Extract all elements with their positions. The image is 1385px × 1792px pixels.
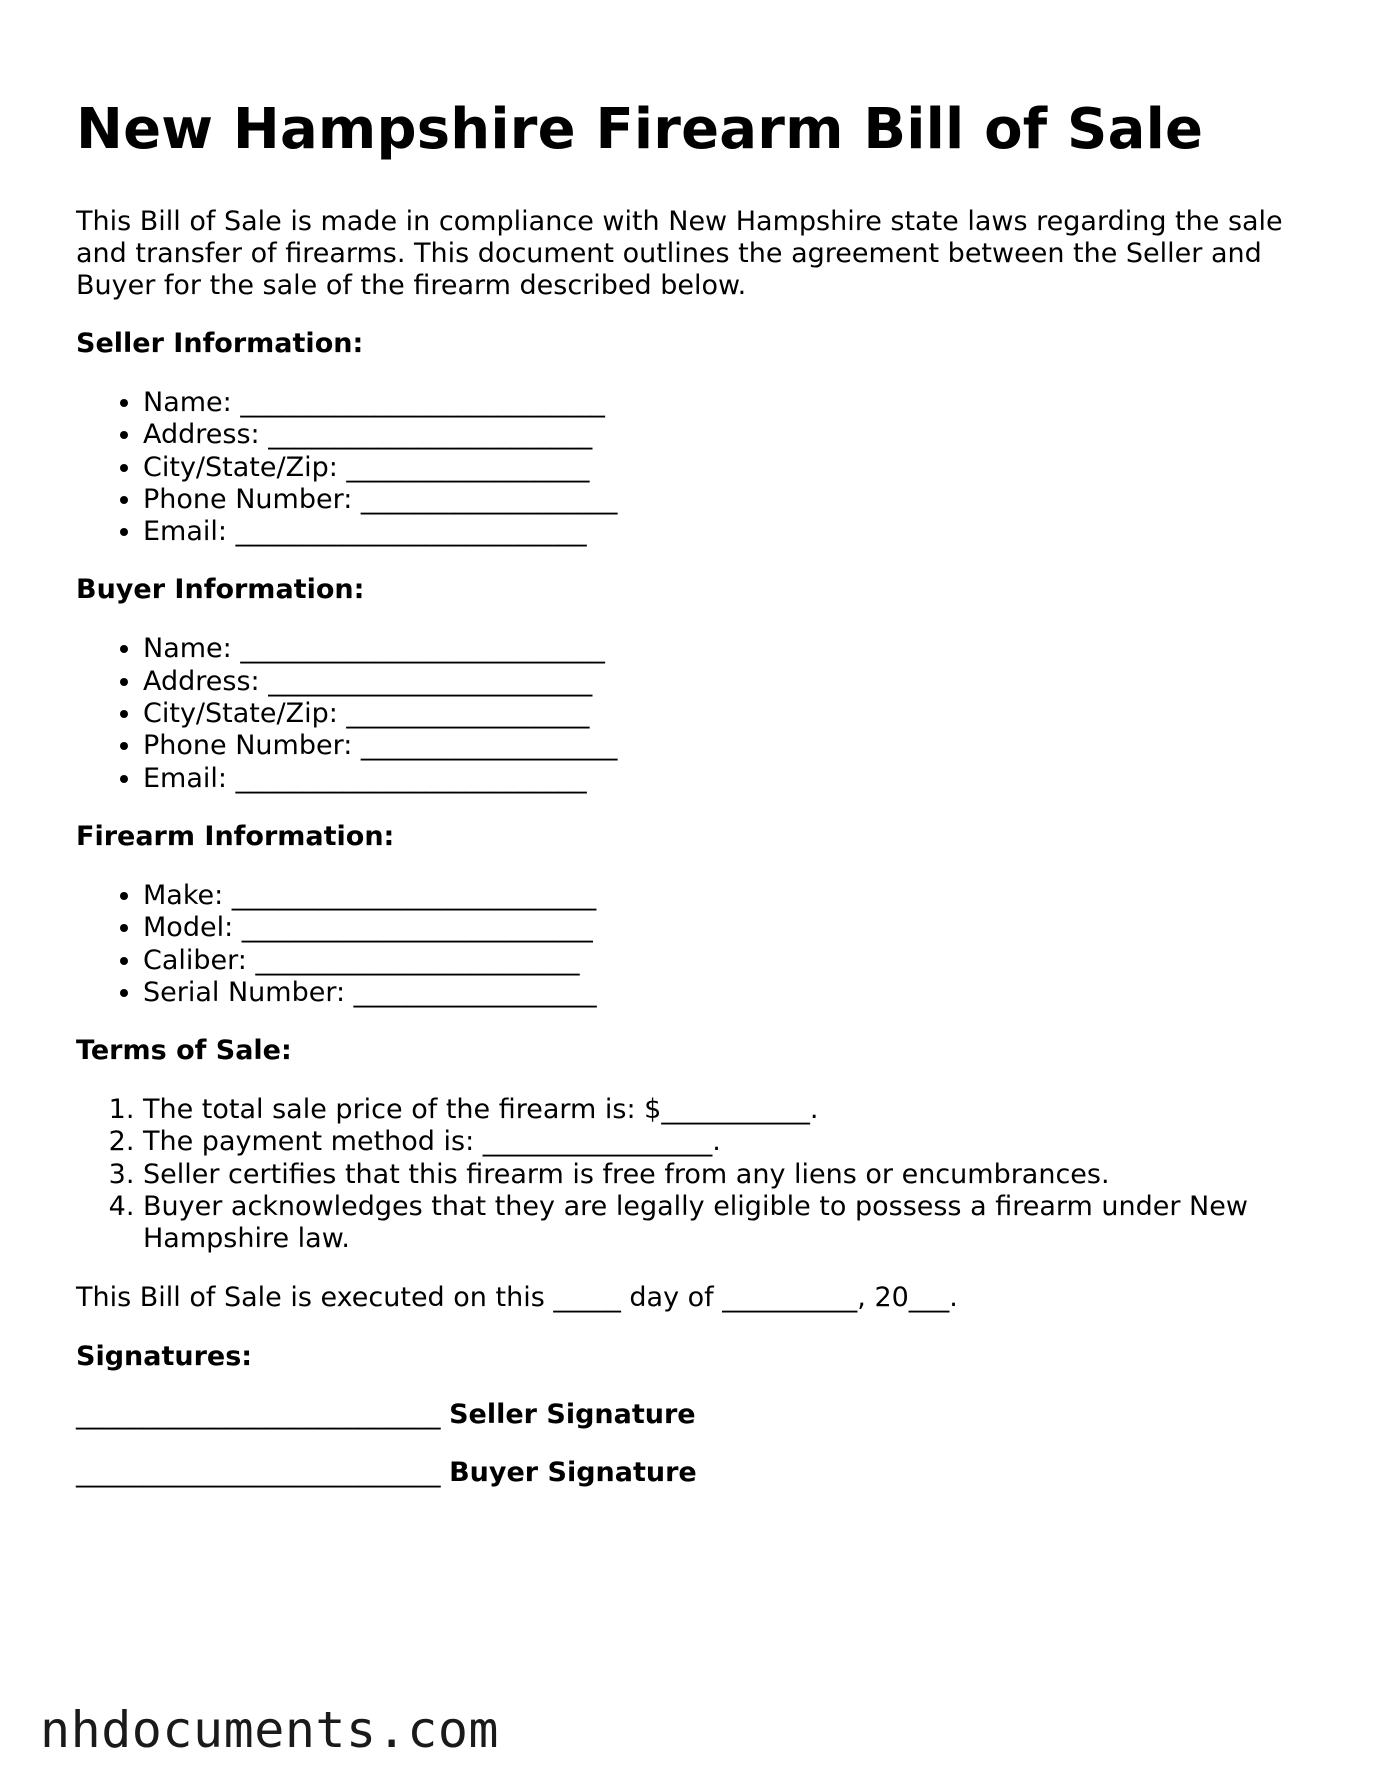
seller-heading: Seller Information: [76,328,364,359]
buyer-phone-field: • Phone Number: ___________________ [143,730,1316,762]
term-sale-price: 1. The total sale price of the firearm is: $___________. [143,1094,1316,1126]
seller-signature-row [76,1399,1316,1431]
seller-signature-label: Seller Signature [449,1398,696,1430]
footer-watermark: nhdocuments.com [40,1701,500,1759]
buyer-signature-blank: ___________________________ [76,1456,450,1488]
buyer-city-state-zip-field: • City/State/Zip: __________________ [143,698,1316,730]
firearm-serial-field: • Serial Number: __________________ [143,977,1316,1009]
buyer-email-field: • Email: __________________________ [143,763,1316,795]
buyer-heading: Buyer Information: [76,574,365,606]
seller-phone-field: • Phone Number: ___________________ [143,484,1316,516]
buyer-signature-label: Buyer Signature [449,1456,697,1488]
term-liens-certification: 3. Seller certifies that this firearm is free from any liens or encumbrances. [143,1159,1316,1191]
seller-fields-list [76,387,1316,548]
terms-heading: Terms of Sale: [76,1035,292,1067]
term-payment-method: 2. The payment method is: _________________. [143,1126,1316,1158]
seller-address-field: • Address: ________________________ [143,419,1316,451]
buyer-name-field: • Name: ___________________________ [143,633,1316,665]
intro-paragraph: This Bill of Sale is made in compliance with New Hampshire state laws regarding the sale and transfer of firearms. This document outlines the agreement between the Seller and Buyer for the sale of the firearm described below. [76,206,1283,301]
seller-signature-blank: ___________________________ [76,1398,450,1430]
buyer-address-field: • Address: ________________________ [143,666,1316,698]
firearm-make-field: • Make: ___________________________ [143,880,1316,912]
signatures-heading: Signatures: [76,1340,253,1372]
seller-email-field: • Email: __________________________ [143,516,1316,548]
seller-city-state-zip-field: • City/State/Zip: __________________ [143,452,1316,484]
execution-date-line: This Bill of Sale is executed on this _____ day of __________, 20___. [76,1281,958,1313]
terms-list [76,1094,1316,1255]
buyer-fields-list [76,633,1316,794]
firearm-model-field: • Model: __________________________ [143,912,1316,944]
term-buyer-eligibility: 4. Buyer acknowledges that they are legally eligible to possess a firearm under New Hampshire law. [143,1191,1316,1256]
firearm-caliber-field: • Caliber: ________________________ [143,945,1316,977]
seller-name-field: • Name: ___________________________ [143,387,1316,419]
page-title: New Hampshire Firearm Bill of Sale [76,97,1204,162]
firearm-heading: Firearm Information: [76,820,395,852]
buyer-signature-row [76,1457,1316,1489]
document-page [76,0,1316,1489]
firearm-fields-list [76,880,1316,1009]
